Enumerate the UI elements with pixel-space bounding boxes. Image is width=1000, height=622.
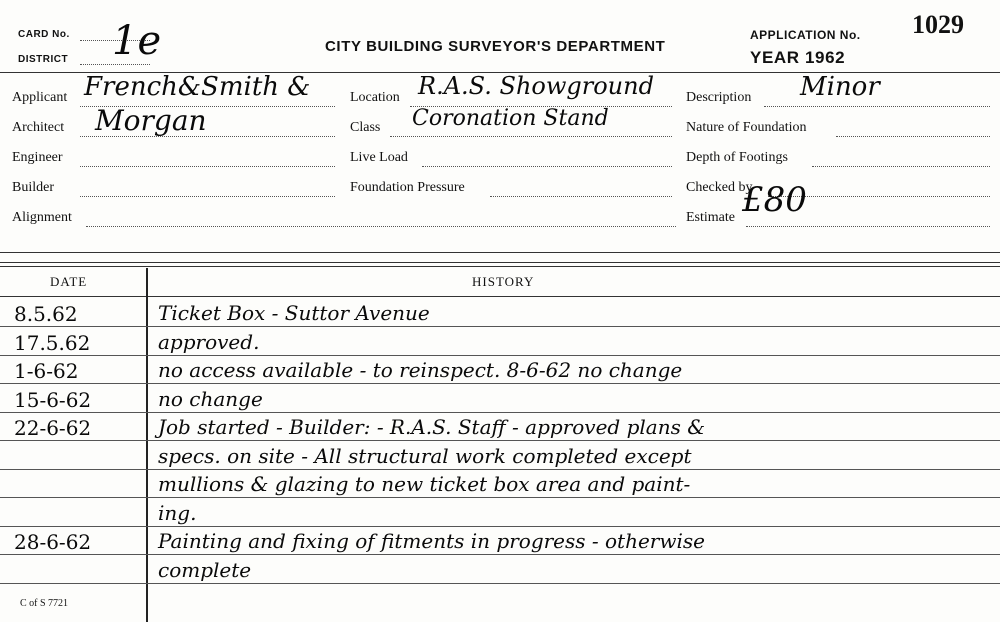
- history-row-rule: [0, 526, 1000, 527]
- live-load-line: [422, 166, 672, 167]
- description-value: Minor: [800, 72, 880, 102]
- engineer-label: Engineer: [12, 150, 63, 165]
- class-label: Class: [350, 120, 381, 135]
- section-rule-2: [0, 262, 1000, 263]
- department-title: CITY BUILDING SURVEYOR'S DEPARTMENT: [325, 38, 666, 55]
- architect-label: Architect: [12, 120, 65, 135]
- form-number: C of S 7721: [20, 598, 69, 609]
- year-label: YEAR 1962: [750, 48, 846, 67]
- depth-of-footings-label: Depth of Footings: [686, 150, 788, 165]
- nature-of-foundation-label: Nature of Foundation: [686, 120, 807, 135]
- card-no-label: CARD No.: [18, 29, 70, 40]
- applicant-value: French&Smith &: [84, 72, 311, 102]
- history-row-text: Job started - Builder: - R.A.S. Staff - approved plans &: [158, 415, 706, 439]
- history-row-text: ing.: [158, 500, 197, 525]
- alignment-label: Alignment: [12, 210, 72, 225]
- date-history-divider: [146, 268, 148, 622]
- history-row-text: Ticket Box - Suttor Avenue: [158, 301, 430, 325]
- history-row-date: 17.5.62: [14, 330, 91, 355]
- history-row-rule: [0, 440, 1000, 441]
- history-row-text: no access available - to reinspect. 8-6-62 no change: [158, 358, 683, 382]
- class-line: [390, 136, 672, 137]
- history-row-date: 28-6-62: [14, 530, 92, 554]
- district-line: [80, 64, 150, 65]
- checked-by-label: Checked by: [686, 180, 753, 195]
- district-label: DISTRICT: [18, 54, 69, 65]
- history-row-rule: [0, 554, 1000, 555]
- class-value: Coronation Stand: [412, 106, 609, 131]
- date-column-header: DATE: [50, 274, 88, 289]
- application-no-label: APPLICATION No.: [750, 28, 861, 42]
- history-row-date: 8.5.62: [14, 302, 78, 326]
- section-rule-1: [0, 252, 1000, 253]
- history-row-text: mullions & glazing to new ticket box area and paint-: [158, 472, 691, 496]
- estimate-value: £80: [742, 180, 807, 220]
- location-value: R.A.S. Showground: [418, 72, 654, 100]
- foundation-pressure-label: Foundation Pressure: [350, 180, 465, 195]
- history-row-date: 15-6-62: [14, 387, 92, 412]
- history-row-text: specs. on site - All structural work completed except: [158, 443, 692, 468]
- history-row-text: approved.: [158, 329, 260, 354]
- application-no: 1029: [912, 10, 964, 39]
- alignment-line: [86, 226, 676, 227]
- district-value: 1e: [112, 18, 162, 64]
- history-row-text: Painting and fixing of fitments in progress - otherwise: [158, 529, 705, 553]
- history-column-header: HISTORY: [472, 274, 535, 289]
- history-row-text: complete: [158, 557, 252, 582]
- engineer-line: [80, 166, 335, 167]
- description-label: Description: [686, 90, 752, 105]
- estimate-line: [746, 226, 990, 227]
- history-row-rule: [0, 326, 1000, 327]
- depth-of-footings-line: [812, 166, 990, 167]
- live-load-label: Live Load: [350, 150, 408, 165]
- history-row-rule: [0, 412, 1000, 413]
- builder-label: Builder: [12, 180, 54, 195]
- history-row-rule: [0, 355, 1000, 356]
- builder-line: [80, 196, 335, 197]
- nature-of-foundation-line: [836, 136, 990, 137]
- history-row-text: no change: [158, 386, 263, 411]
- applicant-label: Applicant: [12, 90, 68, 105]
- history-row-rule: [0, 469, 1000, 470]
- section-rule-3: [0, 266, 1000, 267]
- architect-value: Morgan: [95, 104, 207, 137]
- history-row-rule: [0, 583, 1000, 584]
- location-label: Location: [350, 90, 400, 105]
- history-row-rule: [0, 497, 1000, 498]
- history-header-rule: [0, 296, 1000, 297]
- history-row-date: 22-6-62: [14, 416, 92, 440]
- foundation-pressure-line: [490, 196, 672, 197]
- history-row-date: 1-6-62: [14, 359, 79, 383]
- history-row-rule: [0, 383, 1000, 384]
- estimate-label: Estimate: [686, 210, 735, 225]
- description-line: [764, 106, 990, 107]
